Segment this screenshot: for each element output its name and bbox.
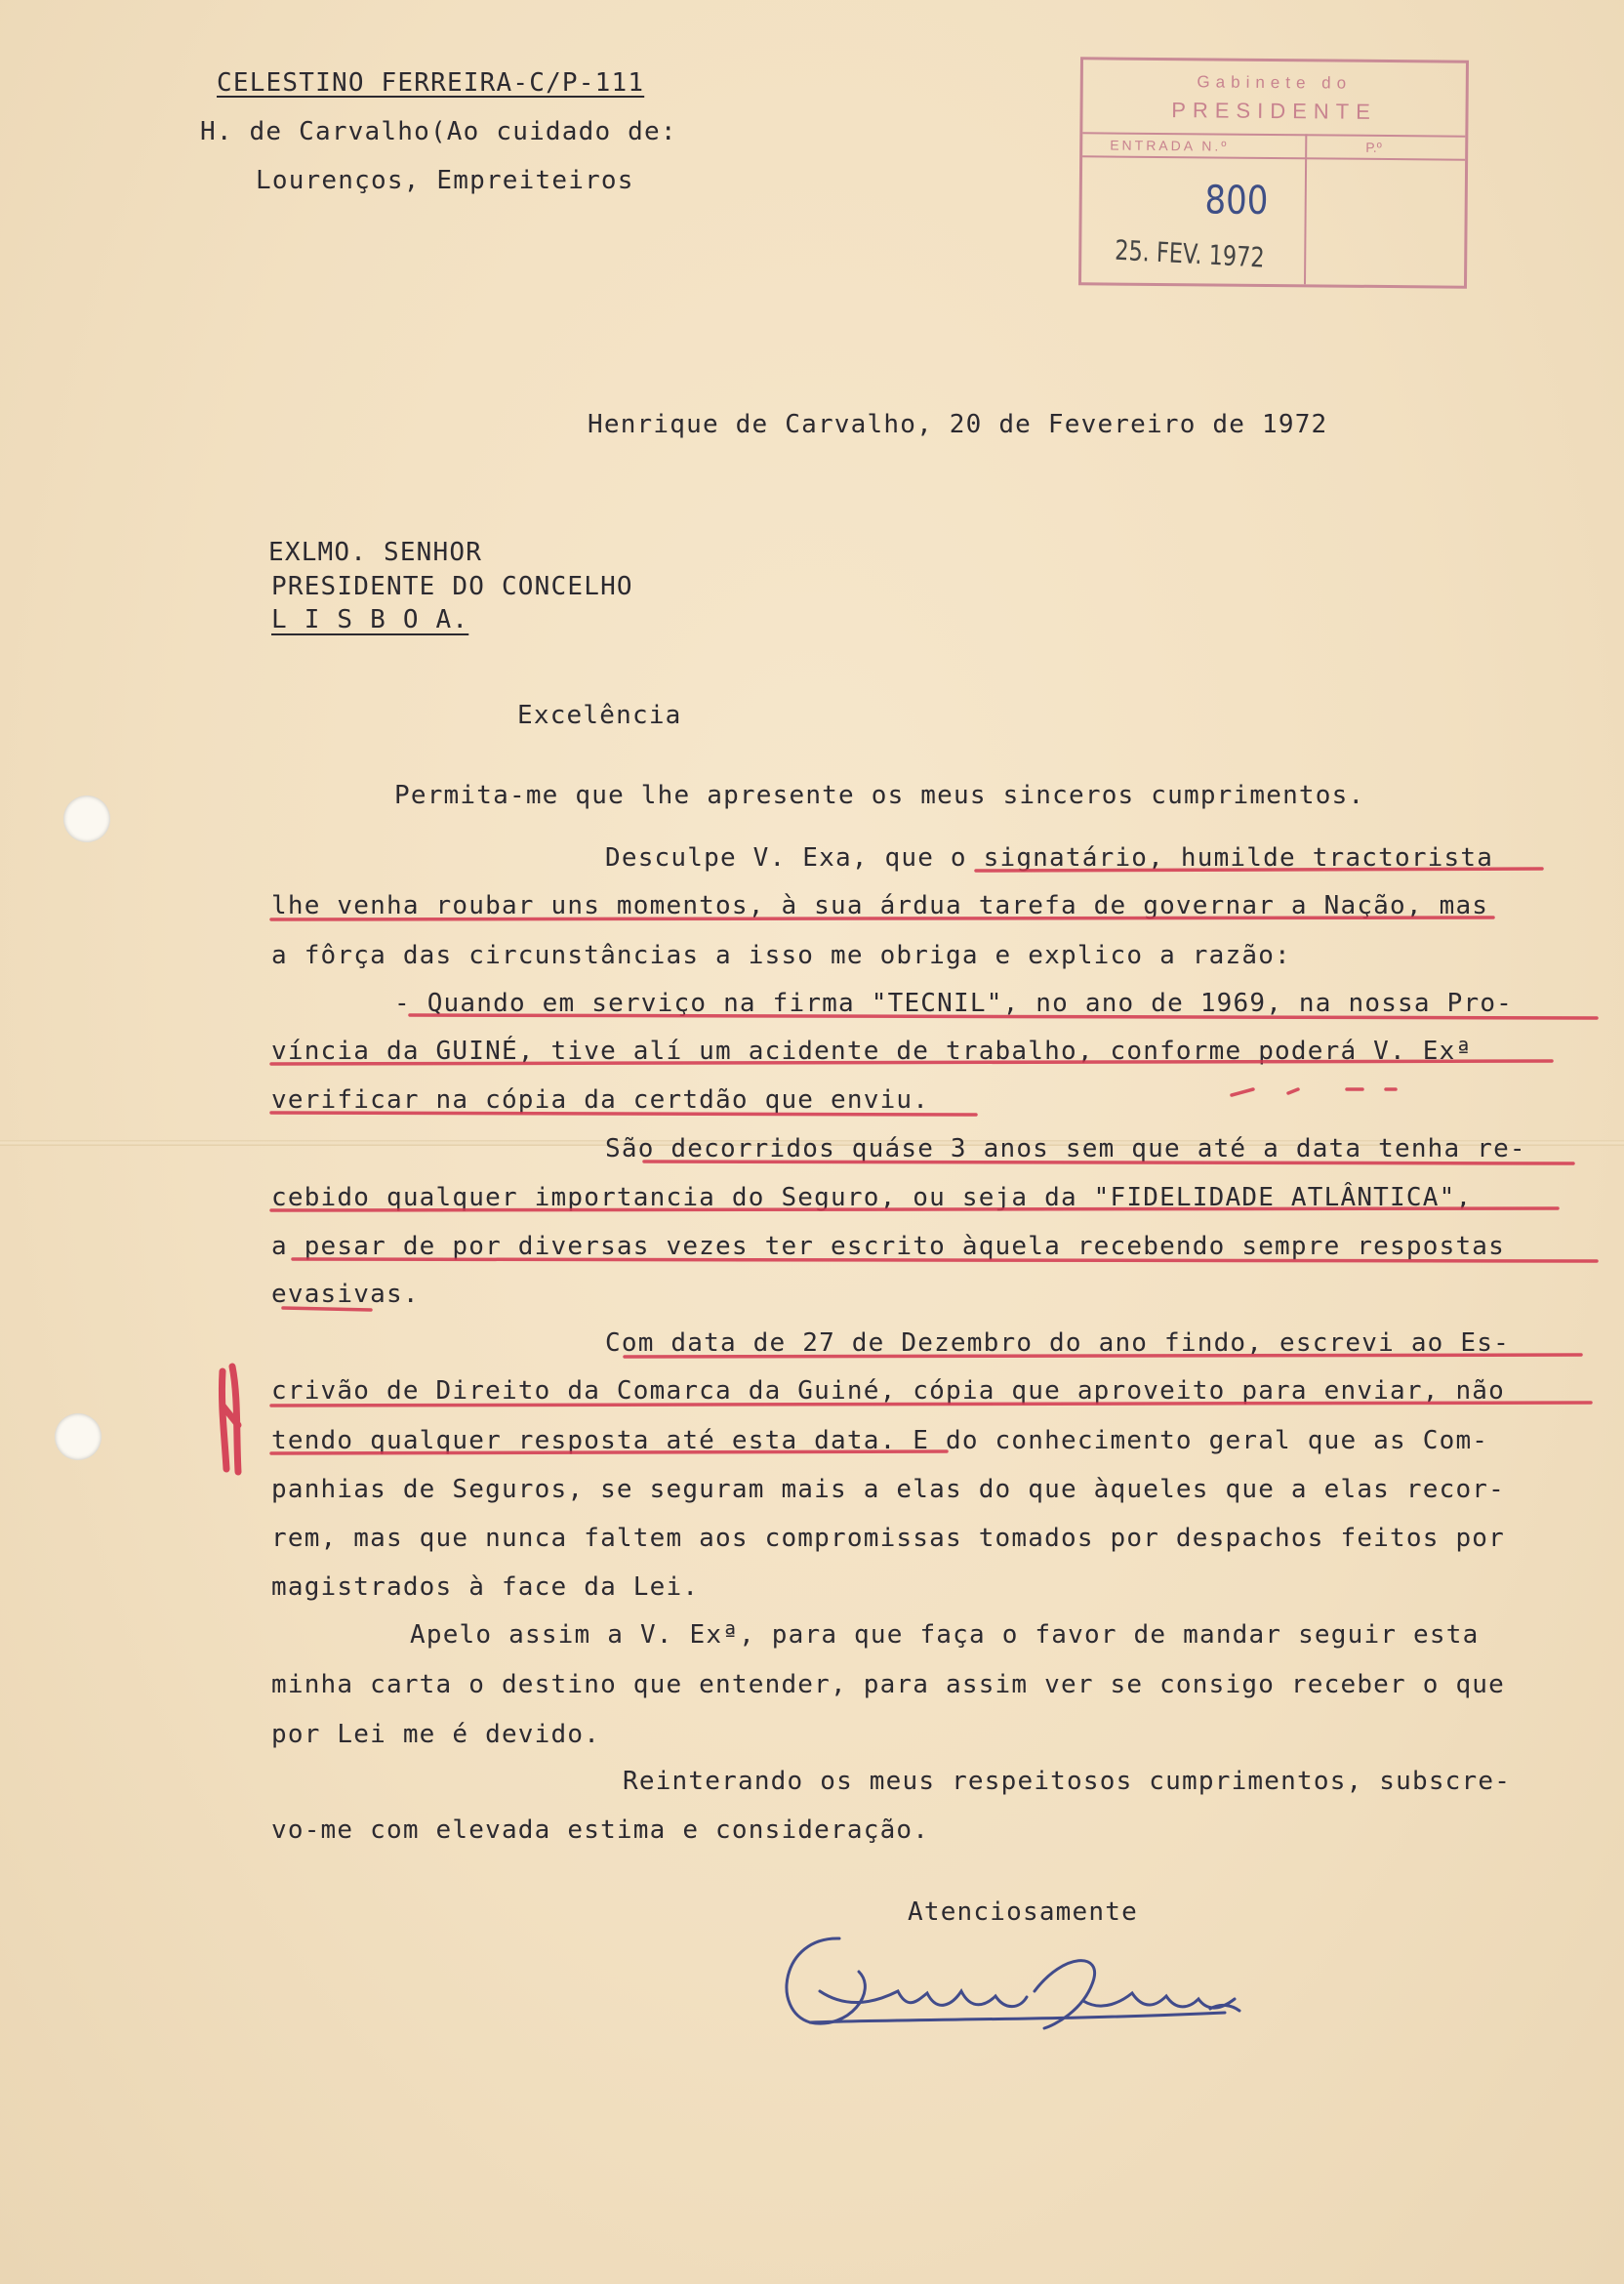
margin-pencil-mark — [222, 1366, 238, 1472]
body-line: Desculpe V. Exa, que o signatário, humilde tractorista — [605, 843, 1494, 873]
closing: Atenciosamente — [908, 1897, 1138, 1927]
red-underline — [271, 1061, 1552, 1064]
red-underline — [271, 1451, 947, 1453]
salutation: Excelência — [517, 701, 682, 730]
red-underline — [271, 1113, 976, 1115]
stamp-header-top: Gabinete do — [1197, 72, 1353, 93]
addressee-line-3: L I S B O A. — [271, 605, 469, 634]
stamp-date: 25. FEV. 1972 — [1114, 233, 1266, 274]
body-line: tendo qualquer resposta até esta data. E do conhecimento geral que as Com- — [271, 1426, 1489, 1455]
body-line: verificar na cópia da certdão que enviu. — [271, 1085, 930, 1115]
body-line: cebido qualquer importancia do Seguro, ou seja da "FIDELIDADE ATLÂNTICA", — [271, 1183, 1473, 1212]
addressee-line-2: PRESIDENTE DO CONCELHO — [271, 572, 633, 601]
stamp-entry-label: ENTRADA N.º — [1110, 137, 1230, 154]
body-line: Apelo assim a V. Exª, para que faça o favor de mandar seguir esta — [410, 1620, 1480, 1650]
body-line: víncia da GUINÉ, tive alí um acidente de trabalho, conforme poderá V. Exª — [271, 1037, 1473, 1066]
stamp-header-main: PRESIDENTE — [1171, 98, 1377, 124]
body-line: a fôrça das circunstâncias a isso me obriga e explico a razão: — [271, 941, 1291, 970]
body-line: magistrados à face da Lei. — [271, 1572, 700, 1602]
stamp-process-label: P.º — [1365, 139, 1382, 155]
red-underline — [293, 1259, 1597, 1261]
body-line: minha carta o destino que entender, para assim ver se consigo receber o que — [271, 1670, 1505, 1699]
sender-line-2: H. de Carvalho(Ao cuidado de: — [200, 117, 677, 146]
red-underline — [410, 1015, 1597, 1018]
signature-graphic — [787, 1938, 1239, 2028]
body-line: Com data de 27 de Dezembro do ano findo, escrevi ao Es- — [605, 1328, 1510, 1358]
place-date: Henrique de Carvalho, 20 de Fevereiro de 1972 — [588, 410, 1328, 439]
red-underline — [283, 1308, 371, 1310]
sender-line-3: Lourenços, Empreiteiros — [256, 166, 634, 195]
red-mark — [1232, 1089, 1253, 1095]
stamp-entry-number: 800 — [1204, 178, 1269, 224]
red-underline — [644, 1162, 1573, 1163]
sender-line-1: CELESTINO FERREIRA-C/P-111 — [217, 68, 645, 98]
body-line: evasivas. — [271, 1280, 420, 1309]
body-line: a pesar de por diversas vezes ter escrito àquela recebendo sempre respostas — [271, 1232, 1505, 1261]
red-underline — [271, 1208, 1558, 1210]
body-line: Permita-me que lhe apresente os meus sinceros cumprimentos. — [394, 781, 1365, 810]
body-line: panhias de Seguros, se seguram mais a elas do que àqueles que a elas recor- — [271, 1475, 1505, 1504]
body-line: crivão de Direito da Comarca da Guiné, cópia que aproveito para enviar, não — [271, 1376, 1505, 1406]
body-line: lhe venha roubar uns momentos, à sua árdua tarefa de governar a Nação, mas — [271, 891, 1489, 920]
red-underline — [625, 1355, 1581, 1357]
body-line: - Quando em serviço na firma "TECNIL", no ano de 1969, na nossa Pro- — [394, 989, 1514, 1018]
red-underline — [976, 869, 1542, 871]
body-line: São decorridos quáse 3 anos sem que até a data tenha re- — [605, 1134, 1526, 1163]
addressee-line-1: EXLMO. SENHOR — [268, 538, 483, 567]
body-line: vo-me com elevada estima e consideração. — [271, 1815, 930, 1845]
body-line: Reinterando os meus respeitosos cumprimentos, subscre- — [623, 1767, 1512, 1796]
body-line: por Lei me é devido. — [271, 1720, 601, 1749]
red-underline — [271, 1403, 1591, 1406]
red-mark — [1288, 1089, 1298, 1093]
red-underline — [271, 918, 1493, 919]
body-line: rem, mas que nunca faltem aos compromissas tomados por despachos feitos por — [271, 1524, 1505, 1553]
